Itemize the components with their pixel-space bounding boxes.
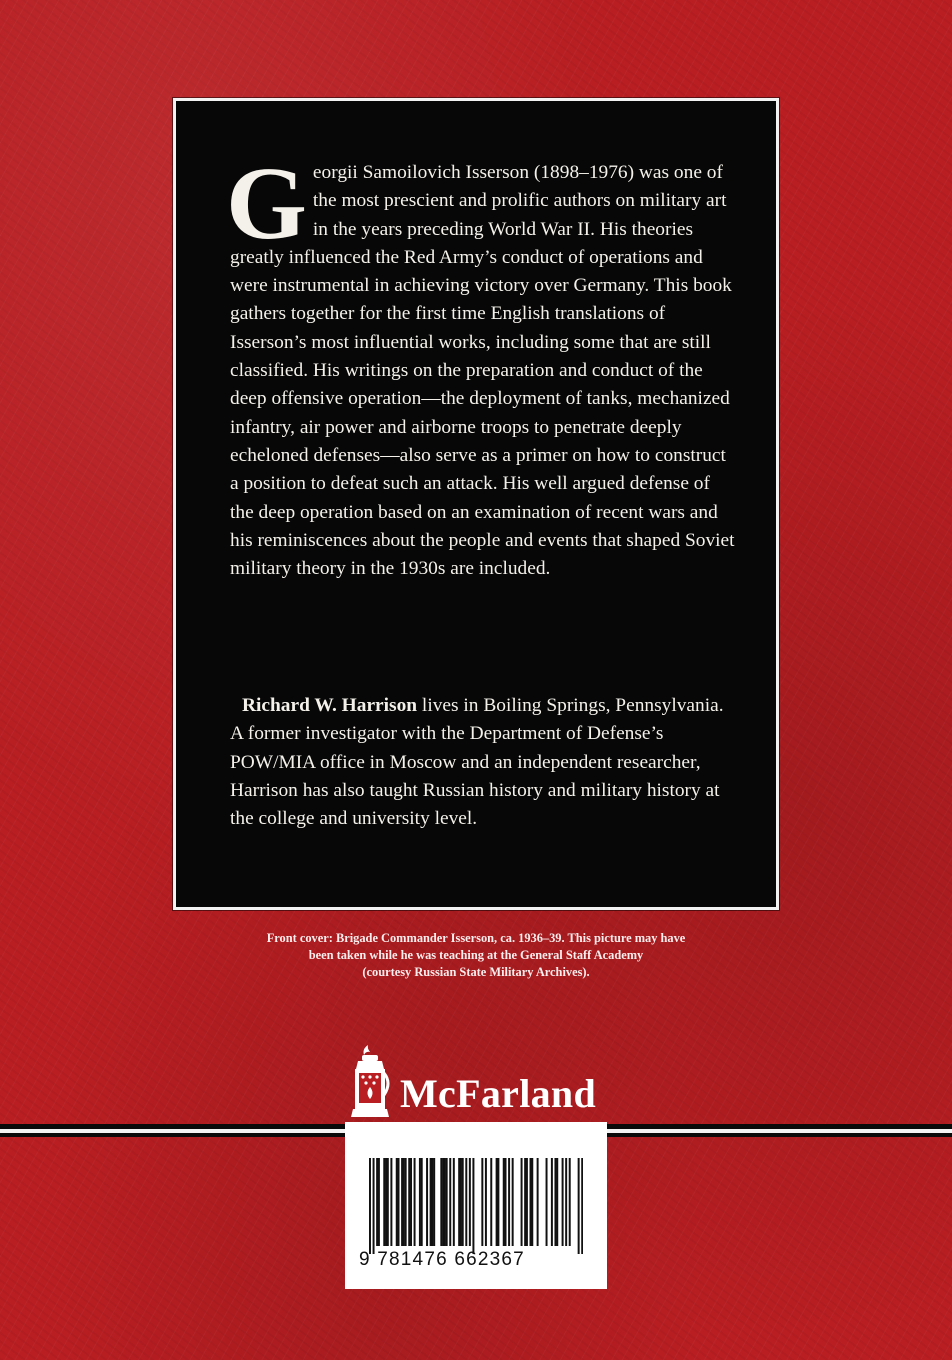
barcode-bar — [378, 1158, 380, 1246]
barcode-bar — [403, 1158, 405, 1246]
barcode-bar — [433, 1158, 435, 1246]
barcode-bar — [419, 1158, 421, 1246]
barcode-bar — [421, 1158, 423, 1246]
description-panel — [173, 98, 779, 910]
barcode-bar — [385, 1158, 387, 1246]
lantern-icon — [348, 1043, 392, 1123]
barcode-bar — [453, 1158, 455, 1246]
barcode-bar — [469, 1158, 471, 1246]
barcode-bar — [565, 1158, 567, 1246]
barcode-bar — [485, 1158, 487, 1246]
publisher-name: McFarland — [400, 1070, 597, 1116]
barcode-bar — [408, 1158, 410, 1246]
barcode-bar — [446, 1158, 448, 1246]
barcode-bar — [442, 1158, 444, 1246]
barcode-bar — [508, 1158, 510, 1246]
cover-caption — [230, 930, 722, 981]
barcode-bar — [396, 1158, 398, 1246]
caption-line-3: (courtesy Russian State Military Archives). — [362, 965, 590, 979]
barcode-bar — [524, 1158, 526, 1246]
barcode-bar — [521, 1158, 523, 1246]
description-text — [226, 146, 735, 583]
barcode-bar — [537, 1158, 539, 1246]
barcode-bar — [387, 1158, 389, 1246]
barcode — [345, 1122, 607, 1289]
barcode-bar — [430, 1158, 432, 1246]
barcode-bar — [569, 1158, 571, 1246]
barcode-bar — [426, 1158, 428, 1246]
barcode-bar — [503, 1158, 505, 1246]
author-bio — [230, 692, 740, 833]
barcode-bar — [526, 1158, 528, 1246]
barcode-bar — [401, 1158, 403, 1246]
isbn-number: 9 781476 662367 — [359, 1249, 525, 1270]
barcode-bar — [410, 1158, 412, 1246]
barcode-bar — [578, 1158, 580, 1254]
barcode-bar — [556, 1158, 558, 1246]
barcode-bar — [497, 1158, 499, 1246]
barcode-bar — [462, 1158, 464, 1246]
publisher-logo — [348, 1043, 596, 1123]
barcode-bar — [465, 1158, 467, 1246]
description-body: eorgii Samoilovich Isserson (1898–1976) was one of the most prescient and prolific authors on military art in the years preceding World War II. His theories greatly influenced the Red Army’s conduct of operations and were instrumental in achieving victory over Germany. This book gathers together for the first time English translations of Isserson’s most influential works, including some that are still classified. His writings on the preparation and conduct of the deep offensive operation—the deployment of tanks, mechanized infantry, air power and airborne troops to penetrate deeply echeloned defenses—also serve as a primer on how to construct a position to defeat such an attack. His well argued defense of the deep operation based on an examination of recent wars and his reminiscences about the people and events that shaped Soviet military theory in the 1930s are included. — [230, 162, 735, 580]
barcode-bar — [431, 1158, 433, 1246]
barcode-bars — [369, 1158, 583, 1254]
barcode-bar — [440, 1158, 442, 1246]
barcode-bar — [554, 1158, 556, 1246]
barcode-bar — [390, 1158, 392, 1246]
barcode-bar — [531, 1158, 533, 1246]
barcode-bar — [496, 1158, 498, 1246]
barcode-bar — [369, 1158, 371, 1254]
barcode-bar — [398, 1158, 400, 1246]
barcode-bar — [481, 1158, 483, 1246]
barcode-bar — [449, 1158, 451, 1246]
barcode-bar — [505, 1158, 507, 1246]
barcode-bar — [551, 1158, 553, 1246]
barcode-bar — [373, 1158, 375, 1254]
barcode-bar — [581, 1158, 583, 1254]
barcode-bar — [405, 1158, 407, 1246]
author-name: Richard W. Harrison — [242, 695, 418, 716]
caption-line-1: Front cover: Brigade Commander Isserson, ca. 1936–39. This picture may have — [266, 931, 686, 945]
barcode-bar — [414, 1158, 416, 1246]
drop-cap: G — [226, 146, 307, 261]
barcode-bar — [460, 1158, 462, 1246]
barcode-bar — [546, 1158, 548, 1246]
barcode-bar — [472, 1158, 474, 1254]
author-bio-text: lives in Boiling Springs, Pennsylvania. A former investigator with the Department of Defense’s POW/MIA office in Moscow and an independent researcher, Harrison has also taught Russian history and military history at the college and university level. — [230, 695, 724, 830]
barcode-bar — [458, 1158, 460, 1246]
barcode-bar — [512, 1158, 514, 1246]
barcode-bar — [562, 1158, 564, 1246]
barcode-bar — [376, 1158, 378, 1246]
barcode-bar — [383, 1158, 385, 1246]
caption-line-2: been taken while he was teaching at the General Staff Academy — [308, 948, 644, 962]
barcode-bar — [530, 1158, 532, 1246]
barcode-bar — [444, 1158, 446, 1246]
barcode-bar — [490, 1158, 492, 1246]
